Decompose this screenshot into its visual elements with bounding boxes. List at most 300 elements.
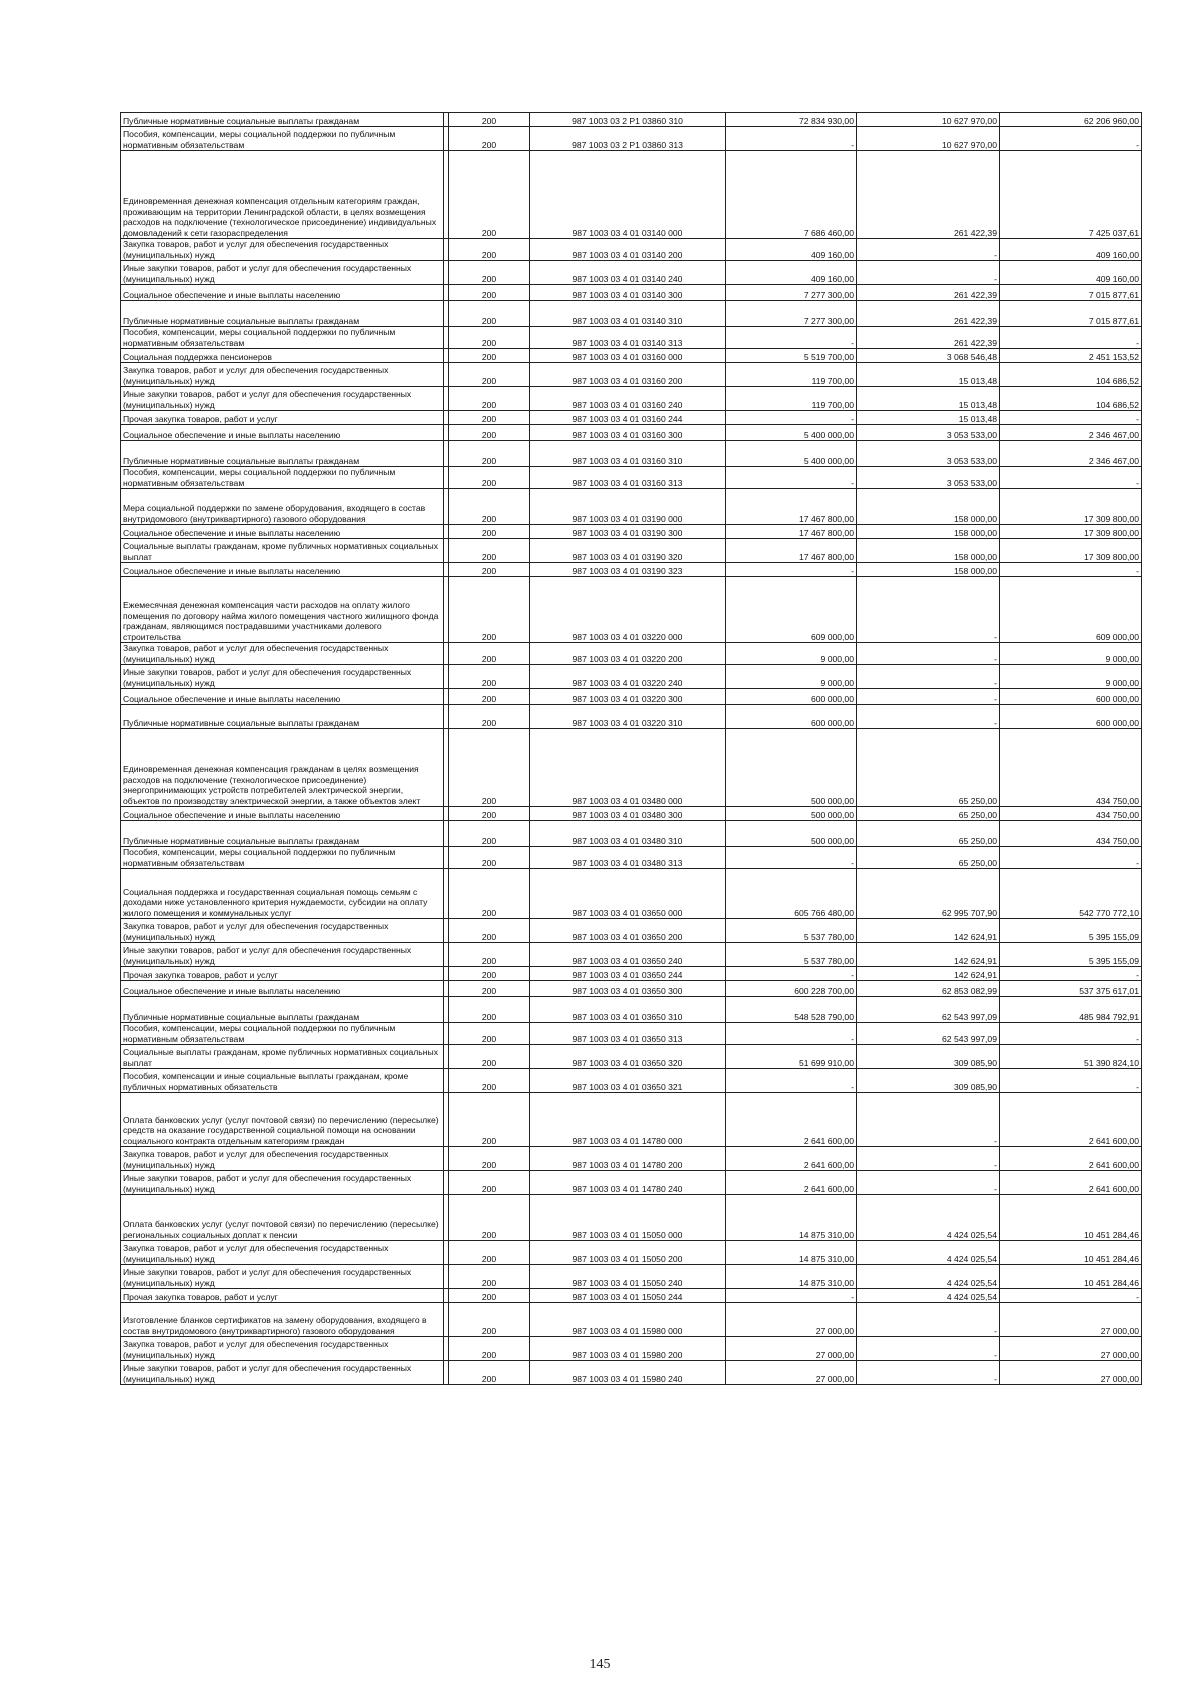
table-row xyxy=(121,239,1142,261)
cell-classification-code: 987 1003 03 4 01 15050 000 xyxy=(530,1195,726,1241)
cell-unexecuted-amount: - xyxy=(1000,847,1142,869)
cell-name: Социальное обеспечение и иные выплаты населению xyxy=(121,525,444,539)
cell-approved-amount: - xyxy=(726,1023,857,1045)
cell-name: Прочая закупка товаров, работ и услуг xyxy=(121,1289,444,1303)
cell-classification-code: 987 1003 03 4 01 03160 300 xyxy=(530,425,726,441)
table-row xyxy=(121,387,1142,411)
cell-approved-amount: 14 875 310,00 xyxy=(726,1265,857,1289)
cell-approved-amount: 5 537 780,00 xyxy=(726,943,857,967)
cell-executed-amount: 142 624,91 xyxy=(857,967,1000,981)
cell-line-code: 200 xyxy=(449,261,530,285)
cell-executed-amount: 62 995 707,90 xyxy=(857,869,1000,919)
cell-name: Закупка товаров, работ и услуг для обеспечения государственных (муниципальных) нужд xyxy=(121,1337,444,1361)
cell-classification-code: 987 1003 03 4 01 03650 240 xyxy=(530,943,726,967)
cell-unexecuted-amount: 51 390 824,10 xyxy=(1000,1045,1142,1069)
table-row xyxy=(121,151,1142,239)
cell-executed-amount: 15 013,48 xyxy=(857,387,1000,411)
cell-name: Социальное обеспечение и иные выплаты населению xyxy=(121,425,444,441)
cell-approved-amount: 17 467 800,00 xyxy=(726,525,857,539)
cell-line-code: 200 xyxy=(449,997,530,1023)
cell-executed-amount: - xyxy=(857,239,1000,261)
cell-approved-amount: - xyxy=(726,127,857,151)
cell-name: Ежемесячная денежная компенсация части расходов на оплату жилого помещения по договору найма жилого помещения частного жилищного фонда гражданам, являющимся пострадавшими участниками долевого строительства xyxy=(121,577,444,643)
cell-approved-amount: 5 537 780,00 xyxy=(726,919,857,943)
cell-classification-code: 987 1003 03 4 01 03220 300 xyxy=(530,689,726,705)
cell-executed-amount: 4 424 025,54 xyxy=(857,1195,1000,1241)
cell-executed-amount: 261 422,39 xyxy=(857,327,1000,349)
cell-executed-amount: 309 085,90 xyxy=(857,1069,1000,1093)
cell-line-code: 200 xyxy=(449,981,530,997)
cell-executed-amount: 158 000,00 xyxy=(857,489,1000,525)
cell-unexecuted-amount: 7 015 877,61 xyxy=(1000,301,1142,327)
cell-name: Пособия, компенсации, меры социальной поддержки по публичным нормативным обязательствам xyxy=(121,467,444,489)
cell-approved-amount: 27 000,00 xyxy=(726,1361,857,1385)
cell-name: Иные закупки товаров, работ и услуг для обеспечения государственных (муниципальных) нужд xyxy=(121,1171,444,1195)
cell-executed-amount: 4 424 025,54 xyxy=(857,1241,1000,1265)
cell-classification-code: 987 1003 03 4 01 15050 244 xyxy=(530,1289,726,1303)
cell-unexecuted-amount: 2 641 600,00 xyxy=(1000,1093,1142,1147)
cell-line-code: 200 xyxy=(449,327,530,349)
cell-executed-amount: - xyxy=(857,1303,1000,1337)
cell-executed-amount: - xyxy=(857,689,1000,705)
table-row xyxy=(121,1093,1142,1147)
cell-approved-amount: 14 875 310,00 xyxy=(726,1195,857,1241)
cell-line-code: 200 xyxy=(449,665,530,689)
cell-approved-amount: 7 277 300,00 xyxy=(726,301,857,327)
table-row xyxy=(121,525,1142,539)
cell-line-code: 200 xyxy=(449,387,530,411)
cell-classification-code: 987 1003 03 4 01 03140 310 xyxy=(530,301,726,327)
cell-approved-amount: 27 000,00 xyxy=(726,1303,857,1337)
cell-classification-code: 987 1003 03 4 01 15980 000 xyxy=(530,1303,726,1337)
cell-unexecuted-amount: - xyxy=(1000,327,1142,349)
budget-table xyxy=(120,112,1142,1385)
cell-classification-code: 987 1003 03 4 01 03480 000 xyxy=(530,729,726,807)
cell-name: Закупка товаров, работ и услуг для обеспечения государственных (муниципальных) нужд xyxy=(121,363,444,387)
table-row xyxy=(121,689,1142,705)
cell-classification-code: 987 1003 03 4 01 03480 310 xyxy=(530,821,726,847)
cell-line-code: 200 xyxy=(449,729,530,807)
cell-line-code: 200 xyxy=(449,847,530,869)
cell-executed-amount: 65 250,00 xyxy=(857,821,1000,847)
table-row xyxy=(121,1023,1142,1045)
cell-executed-amount: 158 000,00 xyxy=(857,563,1000,577)
table-row xyxy=(121,301,1142,327)
cell-executed-amount: 65 250,00 xyxy=(857,847,1000,869)
table-row xyxy=(121,285,1142,301)
cell-approved-amount: - xyxy=(726,327,857,349)
cell-classification-code: 987 1003 03 4 01 03650 310 xyxy=(530,997,726,1023)
cell-approved-amount: - xyxy=(726,847,857,869)
cell-name: Иные закупки товаров, работ и услуг для обеспечения государственных (муниципальных) нужд xyxy=(121,943,444,967)
cell-approved-amount: 2 641 600,00 xyxy=(726,1093,857,1147)
cell-unexecuted-amount: 104 686,52 xyxy=(1000,387,1142,411)
cell-approved-amount: 119 700,00 xyxy=(726,363,857,387)
cell-line-code: 200 xyxy=(449,643,530,665)
cell-approved-amount: 5 400 000,00 xyxy=(726,425,857,441)
table-row xyxy=(121,327,1142,349)
cell-classification-code: 987 1003 03 4 01 03160 240 xyxy=(530,387,726,411)
cell-approved-amount: 17 467 800,00 xyxy=(726,539,857,563)
cell-executed-amount: - xyxy=(857,643,1000,665)
cell-approved-amount: 600 228 700,00 xyxy=(726,981,857,997)
cell-approved-amount: 2 641 600,00 xyxy=(726,1171,857,1195)
cell-unexecuted-amount: 17 309 800,00 xyxy=(1000,525,1142,539)
table-row xyxy=(121,997,1142,1023)
cell-executed-amount: 3 068 546,48 xyxy=(857,349,1000,363)
cell-line-code: 200 xyxy=(449,349,530,363)
cell-name: Пособия, компенсации, меры социальной поддержки по публичным нормативным обязательствам xyxy=(121,1023,444,1045)
table-row xyxy=(121,1337,1142,1361)
cell-executed-amount: 261 422,39 xyxy=(857,285,1000,301)
cell-line-code: 200 xyxy=(449,441,530,467)
cell-executed-amount: 4 424 025,54 xyxy=(857,1265,1000,1289)
cell-classification-code: 987 1003 03 4 01 14780 200 xyxy=(530,1147,726,1171)
cell-name: Социальное обеспечение и иные выплаты населению xyxy=(121,807,444,821)
cell-unexecuted-amount: 409 160,00 xyxy=(1000,239,1142,261)
cell-line-code: 200 xyxy=(449,113,530,127)
table-row xyxy=(121,1303,1142,1337)
cell-name: Публичные нормативные социальные выплаты гражданам xyxy=(121,705,444,729)
cell-approved-amount: 9 000,00 xyxy=(726,665,857,689)
cell-executed-amount: 3 053 533,00 xyxy=(857,441,1000,467)
cell-approved-amount: - xyxy=(726,411,857,425)
cell-approved-amount: 5 400 000,00 xyxy=(726,441,857,467)
cell-name: Публичные нормативные социальные выплаты гражданам xyxy=(121,997,444,1023)
cell-classification-code: 987 1003 03 4 01 03220 200 xyxy=(530,643,726,665)
cell-line-code: 200 xyxy=(449,821,530,847)
table-row xyxy=(121,847,1142,869)
table-row xyxy=(121,981,1142,997)
cell-approved-amount: 17 467 800,00 xyxy=(726,489,857,525)
cell-line-code: 200 xyxy=(449,301,530,327)
cell-name: Закупка товаров, работ и услуг для обеспечения государственных (муниципальных) нужд xyxy=(121,1147,444,1171)
cell-classification-code: 987 1003 03 4 01 03650 320 xyxy=(530,1045,726,1069)
cell-unexecuted-amount: 5 395 155,09 xyxy=(1000,943,1142,967)
cell-name: Иные закупки товаров, работ и услуг для обеспечения государственных (муниципальных) нужд xyxy=(121,1361,444,1385)
cell-approved-amount: 27 000,00 xyxy=(726,1337,857,1361)
cell-classification-code: 987 1003 03 4 01 03480 313 xyxy=(530,847,726,869)
table-row xyxy=(121,643,1142,665)
cell-executed-amount: - xyxy=(857,261,1000,285)
cell-unexecuted-amount: 434 750,00 xyxy=(1000,821,1142,847)
cell-approved-amount: 409 160,00 xyxy=(726,261,857,285)
cell-classification-code: 987 1003 03 4 01 03140 200 xyxy=(530,239,726,261)
cell-unexecuted-amount: 609 000,00 xyxy=(1000,577,1142,643)
cell-unexecuted-amount: 2 641 600,00 xyxy=(1000,1147,1142,1171)
cell-line-code: 200 xyxy=(449,1045,530,1069)
cell-unexecuted-amount: 7 015 877,61 xyxy=(1000,285,1142,301)
cell-line-code: 200 xyxy=(449,467,530,489)
cell-approved-amount: 7 686 460,00 xyxy=(726,151,857,239)
cell-classification-code: 987 1003 03 4 01 03140 300 xyxy=(530,285,726,301)
cell-name: Закупка товаров, работ и услуг для обеспечения государственных (муниципальных) нужд xyxy=(121,643,444,665)
cell-classification-code: 987 1003 03 4 01 03160 244 xyxy=(530,411,726,425)
cell-classification-code: 987 1003 03 4 01 03140 000 xyxy=(530,151,726,239)
cell-line-code: 200 xyxy=(449,363,530,387)
cell-name: Публичные нормативные социальные выплаты гражданам xyxy=(121,113,444,127)
table-row xyxy=(121,821,1142,847)
cell-executed-amount: - xyxy=(857,1171,1000,1195)
cell-executed-amount: 142 624,91 xyxy=(857,919,1000,943)
cell-name: Прочая закупка товаров, работ и услуг xyxy=(121,967,444,981)
cell-name: Закупка товаров, работ и услуг для обеспечения государственных (муниципальных) нужд xyxy=(121,239,444,261)
cell-classification-code: 987 1003 03 4 01 15050 200 xyxy=(530,1241,726,1265)
cell-unexecuted-amount: - xyxy=(1000,1069,1142,1093)
cell-line-code: 200 xyxy=(449,285,530,301)
cell-line-code: 200 xyxy=(449,689,530,705)
cell-executed-amount: 3 053 533,00 xyxy=(857,467,1000,489)
cell-name: Социальная поддержка пенсионеров xyxy=(121,349,444,363)
cell-executed-amount: 15 013,48 xyxy=(857,411,1000,425)
cell-name: Пособия, компенсации, меры социальной поддержки по публичным нормативным обязательствам xyxy=(121,847,444,869)
cell-unexecuted-amount: 27 000,00 xyxy=(1000,1303,1142,1337)
cell-line-code: 200 xyxy=(449,563,530,577)
cell-line-code: 200 xyxy=(449,1195,530,1241)
cell-name: Иные закупки товаров, работ и услуг для обеспечения государственных (муниципальных) нужд xyxy=(121,665,444,689)
cell-classification-code: 987 1003 03 4 01 14780 240 xyxy=(530,1171,726,1195)
cell-line-code: 200 xyxy=(449,1069,530,1093)
cell-name: Публичные нормативные социальные выплаты гражданам xyxy=(121,821,444,847)
cell-classification-code: 987 1003 03 4 01 03190 000 xyxy=(530,489,726,525)
cell-line-code: 200 xyxy=(449,151,530,239)
cell-name: Публичные нормативные социальные выплаты гражданам xyxy=(121,441,444,467)
cell-unexecuted-amount: - xyxy=(1000,127,1142,151)
cell-classification-code: 987 1003 03 4 01 03190 320 xyxy=(530,539,726,563)
cell-name: Оплата банковских услуг (услуг почтовой связи) по перечислению (пересылке) региональных социальных доплат к пенсии xyxy=(121,1195,444,1241)
cell-executed-amount: - xyxy=(857,705,1000,729)
cell-approved-amount: 72 834 930,00 xyxy=(726,113,857,127)
table-row xyxy=(121,425,1142,441)
cell-approved-amount: 605 766 480,00 xyxy=(726,869,857,919)
cell-executed-amount: - xyxy=(857,1093,1000,1147)
table-row xyxy=(121,441,1142,467)
cell-classification-code: 987 1003 03 4 01 03160 200 xyxy=(530,363,726,387)
cell-unexecuted-amount: 7 425 037,61 xyxy=(1000,151,1142,239)
cell-approved-amount: - xyxy=(726,563,857,577)
cell-classification-code: 987 1003 03 4 01 03190 323 xyxy=(530,563,726,577)
page-number: 145 xyxy=(589,1657,611,1672)
cell-unexecuted-amount: 9 000,00 xyxy=(1000,665,1142,689)
cell-approved-amount: - xyxy=(726,1069,857,1093)
cell-name: Пособия, компенсации, меры социальной поддержки по публичным нормативным обязательствам xyxy=(121,127,444,151)
cell-executed-amount: 62 543 997,09 xyxy=(857,1023,1000,1045)
cell-line-code: 200 xyxy=(449,411,530,425)
cell-executed-amount: - xyxy=(857,1361,1000,1385)
table-row xyxy=(121,467,1142,489)
cell-unexecuted-amount: 434 750,00 xyxy=(1000,729,1142,807)
cell-unexecuted-amount: 409 160,00 xyxy=(1000,261,1142,285)
cell-executed-amount: 261 422,39 xyxy=(857,151,1000,239)
cell-approved-amount: - xyxy=(726,967,857,981)
cell-approved-amount: 9 000,00 xyxy=(726,643,857,665)
cell-line-code: 200 xyxy=(449,425,530,441)
cell-name: Мера социальной поддержки по замене оборудования, входящего в состав внутридомового (внутриквартирного) газового оборудования xyxy=(121,489,444,525)
cell-line-code: 200 xyxy=(449,1241,530,1265)
cell-executed-amount: 65 250,00 xyxy=(857,729,1000,807)
cell-executed-amount: 62 543 997,09 xyxy=(857,997,1000,1023)
cell-line-code: 200 xyxy=(449,1289,530,1303)
cell-name: Иные закупки товаров, работ и услуг для обеспечения государственных (муниципальных) нужд xyxy=(121,1265,444,1289)
cell-classification-code: 987 1003 03 4 01 03650 321 xyxy=(530,1069,726,1093)
cell-unexecuted-amount: 10 451 284,46 xyxy=(1000,1241,1142,1265)
cell-name: Изготовление бланков сертификатов на замену оборудования, входящего в состав внутридомового (внутриквартирного) газового оборудования xyxy=(121,1303,444,1337)
cell-unexecuted-amount: 2 346 467,00 xyxy=(1000,441,1142,467)
cell-line-code: 200 xyxy=(449,1147,530,1171)
table-row xyxy=(121,1171,1142,1195)
cell-unexecuted-amount: 2 451 153,52 xyxy=(1000,349,1142,363)
cell-unexecuted-amount: 600 000,00 xyxy=(1000,705,1142,729)
cell-name: Социальное обеспечение и иные выплаты населению xyxy=(121,563,444,577)
cell-classification-code: 987 1003 03 4 01 03140 240 xyxy=(530,261,726,285)
cell-name: Социальное обеспечение и иные выплаты населению xyxy=(121,981,444,997)
table-row xyxy=(121,1265,1142,1289)
table-row xyxy=(121,1147,1142,1171)
cell-unexecuted-amount: - xyxy=(1000,467,1142,489)
cell-approved-amount: 409 160,00 xyxy=(726,239,857,261)
cell-line-code: 200 xyxy=(449,919,530,943)
cell-name: Публичные нормативные социальные выплаты гражданам xyxy=(121,301,444,327)
cell-name: Пособия, компенсации и иные социальные выплаты гражданам, кроме публичных нормативных обязательств xyxy=(121,1069,444,1093)
cell-line-code: 200 xyxy=(449,705,530,729)
cell-classification-code: 987 1003 03 4 01 15050 240 xyxy=(530,1265,726,1289)
table-row xyxy=(121,261,1142,285)
cell-approved-amount: 7 277 300,00 xyxy=(726,285,857,301)
cell-unexecuted-amount: 17 309 800,00 xyxy=(1000,539,1142,563)
cell-unexecuted-amount: - xyxy=(1000,563,1142,577)
table-row xyxy=(121,729,1142,807)
cell-classification-code: 987 1003 03 4 01 03480 300 xyxy=(530,807,726,821)
cell-approved-amount: 600 000,00 xyxy=(726,689,857,705)
cell-line-code: 200 xyxy=(449,869,530,919)
cell-unexecuted-amount: 10 451 284,46 xyxy=(1000,1195,1142,1241)
table-row xyxy=(121,113,1142,127)
cell-unexecuted-amount: 27 000,00 xyxy=(1000,1361,1142,1385)
cell-unexecuted-amount: 485 984 792,91 xyxy=(1000,997,1142,1023)
cell-unexecuted-amount: 10 451 284,46 xyxy=(1000,1265,1142,1289)
cell-unexecuted-amount: 2 641 600,00 xyxy=(1000,1171,1142,1195)
cell-executed-amount: 62 853 082,99 xyxy=(857,981,1000,997)
cell-executed-amount: 10 627 970,00 xyxy=(857,127,1000,151)
table-row xyxy=(121,489,1142,525)
table-row xyxy=(121,1361,1142,1385)
cell-unexecuted-amount: 2 346 467,00 xyxy=(1000,425,1142,441)
cell-classification-code: 987 1003 03 2 P1 03860 313 xyxy=(530,127,726,151)
cell-approved-amount: - xyxy=(726,467,857,489)
table-row xyxy=(121,943,1142,967)
cell-line-code: 200 xyxy=(449,489,530,525)
table-row xyxy=(121,869,1142,919)
cell-name: Единовременная денежная компенсация отдельным категориям граждан, проживающим на территории Ленинградской области, в целях возмещения расходов на подключение (технологическое присоединение) индивидуальных домовладений к сети газораспределения xyxy=(121,151,444,239)
cell-classification-code: 987 1003 03 4 01 03160 310 xyxy=(530,441,726,467)
cell-unexecuted-amount: 104 686,52 xyxy=(1000,363,1142,387)
cell-name: Социальная поддержка и государственная социальная помощь семьям с доходами ниже установленного критерия нуждаемости, субсидии на оплату жилого помещения и коммунальных услуг xyxy=(121,869,444,919)
cell-name: Социальное обеспечение и иные выплаты населению xyxy=(121,285,444,301)
cell-executed-amount: 261 422,39 xyxy=(857,301,1000,327)
cell-executed-amount: - xyxy=(857,1337,1000,1361)
cell-approved-amount: 14 875 310,00 xyxy=(726,1241,857,1265)
cell-line-code: 200 xyxy=(449,967,530,981)
cell-unexecuted-amount: 62 206 960,00 xyxy=(1000,113,1142,127)
table-row xyxy=(121,665,1142,689)
cell-line-code: 200 xyxy=(449,807,530,821)
cell-executed-amount: 158 000,00 xyxy=(857,525,1000,539)
cell-approved-amount: 600 000,00 xyxy=(726,705,857,729)
cell-executed-amount: 142 624,91 xyxy=(857,943,1000,967)
cell-line-code: 200 xyxy=(449,1337,530,1361)
cell-line-code: 200 xyxy=(449,525,530,539)
table-row xyxy=(121,967,1142,981)
table-row xyxy=(121,807,1142,821)
cell-name: Социальное обеспечение и иные выплаты населению xyxy=(121,689,444,705)
cell-classification-code: 987 1003 03 4 01 03650 200 xyxy=(530,919,726,943)
cell-name: Социальные выплаты гражданам, кроме публичных нормативных социальных выплат xyxy=(121,539,444,563)
cell-classification-code: 987 1003 03 4 01 15980 240 xyxy=(530,1361,726,1385)
cell-name: Закупка товаров, работ и услуг для обеспечения государственных (муниципальных) нужд xyxy=(121,1241,444,1265)
cell-name: Закупка товаров, работ и услуг для обеспечения государственных (муниципальных) нужд xyxy=(121,919,444,943)
cell-name: Прочая закупка товаров, работ и услуг xyxy=(121,411,444,425)
cell-approved-amount: 119 700,00 xyxy=(726,387,857,411)
cell-classification-code: 987 1003 03 4 01 03650 000 xyxy=(530,869,726,919)
cell-name: Социальные выплаты гражданам, кроме публичных нормативных социальных выплат xyxy=(121,1045,444,1069)
cell-approved-amount: 609 000,00 xyxy=(726,577,857,643)
cell-line-code: 200 xyxy=(449,1171,530,1195)
cell-approved-amount: - xyxy=(726,1289,857,1303)
cell-classification-code: 987 1003 03 2 P1 03860 310 xyxy=(530,113,726,127)
cell-unexecuted-amount: 17 309 800,00 xyxy=(1000,489,1142,525)
cell-executed-amount: - xyxy=(857,665,1000,689)
cell-unexecuted-amount: 5 395 155,09 xyxy=(1000,919,1142,943)
cell-approved-amount: 500 000,00 xyxy=(726,821,857,847)
cell-line-code: 200 xyxy=(449,239,530,261)
table-row xyxy=(121,1195,1142,1241)
cell-executed-amount: 15 013,48 xyxy=(857,363,1000,387)
cell-name: Пособия, компенсации, меры социальной поддержки по публичным нормативным обязательствам xyxy=(121,327,444,349)
cell-name: Иные закупки товаров, работ и услуг для обеспечения государственных (муниципальных) нужд xyxy=(121,261,444,285)
table-row xyxy=(121,705,1142,729)
cell-unexecuted-amount: 600 000,00 xyxy=(1000,689,1142,705)
table-row xyxy=(121,1241,1142,1265)
cell-unexecuted-amount: 542 770 772,10 xyxy=(1000,869,1142,919)
cell-classification-code: 987 1003 03 4 01 03650 300 xyxy=(530,981,726,997)
cell-line-code: 200 xyxy=(449,1265,530,1289)
table-row xyxy=(121,127,1142,151)
cell-classification-code: 987 1003 03 4 01 03650 313 xyxy=(530,1023,726,1045)
cell-line-code: 200 xyxy=(449,943,530,967)
cell-unexecuted-amount: 537 375 617,01 xyxy=(1000,981,1142,997)
budget-table-body xyxy=(121,113,1142,1385)
cell-classification-code: 987 1003 03 4 01 03160 000 xyxy=(530,349,726,363)
cell-line-code: 200 xyxy=(449,539,530,563)
cell-executed-amount: 158 000,00 xyxy=(857,539,1000,563)
cell-classification-code: 987 1003 03 4 01 15980 200 xyxy=(530,1337,726,1361)
cell-classification-code: 987 1003 03 4 01 03220 310 xyxy=(530,705,726,729)
cell-unexecuted-amount: 434 750,00 xyxy=(1000,807,1142,821)
table-row xyxy=(121,411,1142,425)
cell-name: Иные закупки товаров, работ и услуг для обеспечения государственных (муниципальных) нужд xyxy=(121,387,444,411)
cell-approved-amount: 2 641 600,00 xyxy=(726,1147,857,1171)
cell-executed-amount: 309 085,90 xyxy=(857,1045,1000,1069)
cell-unexecuted-amount: - xyxy=(1000,1289,1142,1303)
cell-unexecuted-amount: - xyxy=(1000,411,1142,425)
cell-classification-code: 987 1003 03 4 01 03650 244 xyxy=(530,967,726,981)
table-row xyxy=(121,919,1142,943)
cell-classification-code: 987 1003 03 4 01 03140 313 xyxy=(530,327,726,349)
cell-name: Единовременная денежная компенсация гражданам в целях возмещения расходов на подключение (технологическое присоединение) энергопринимающих устройств потребителей электрической энергии, объектов по производству электрической энергии, а также объектов элект xyxy=(121,729,444,807)
cell-executed-amount: - xyxy=(857,577,1000,643)
cell-executed-amount: - xyxy=(857,1147,1000,1171)
cell-unexecuted-amount: - xyxy=(1000,967,1142,981)
